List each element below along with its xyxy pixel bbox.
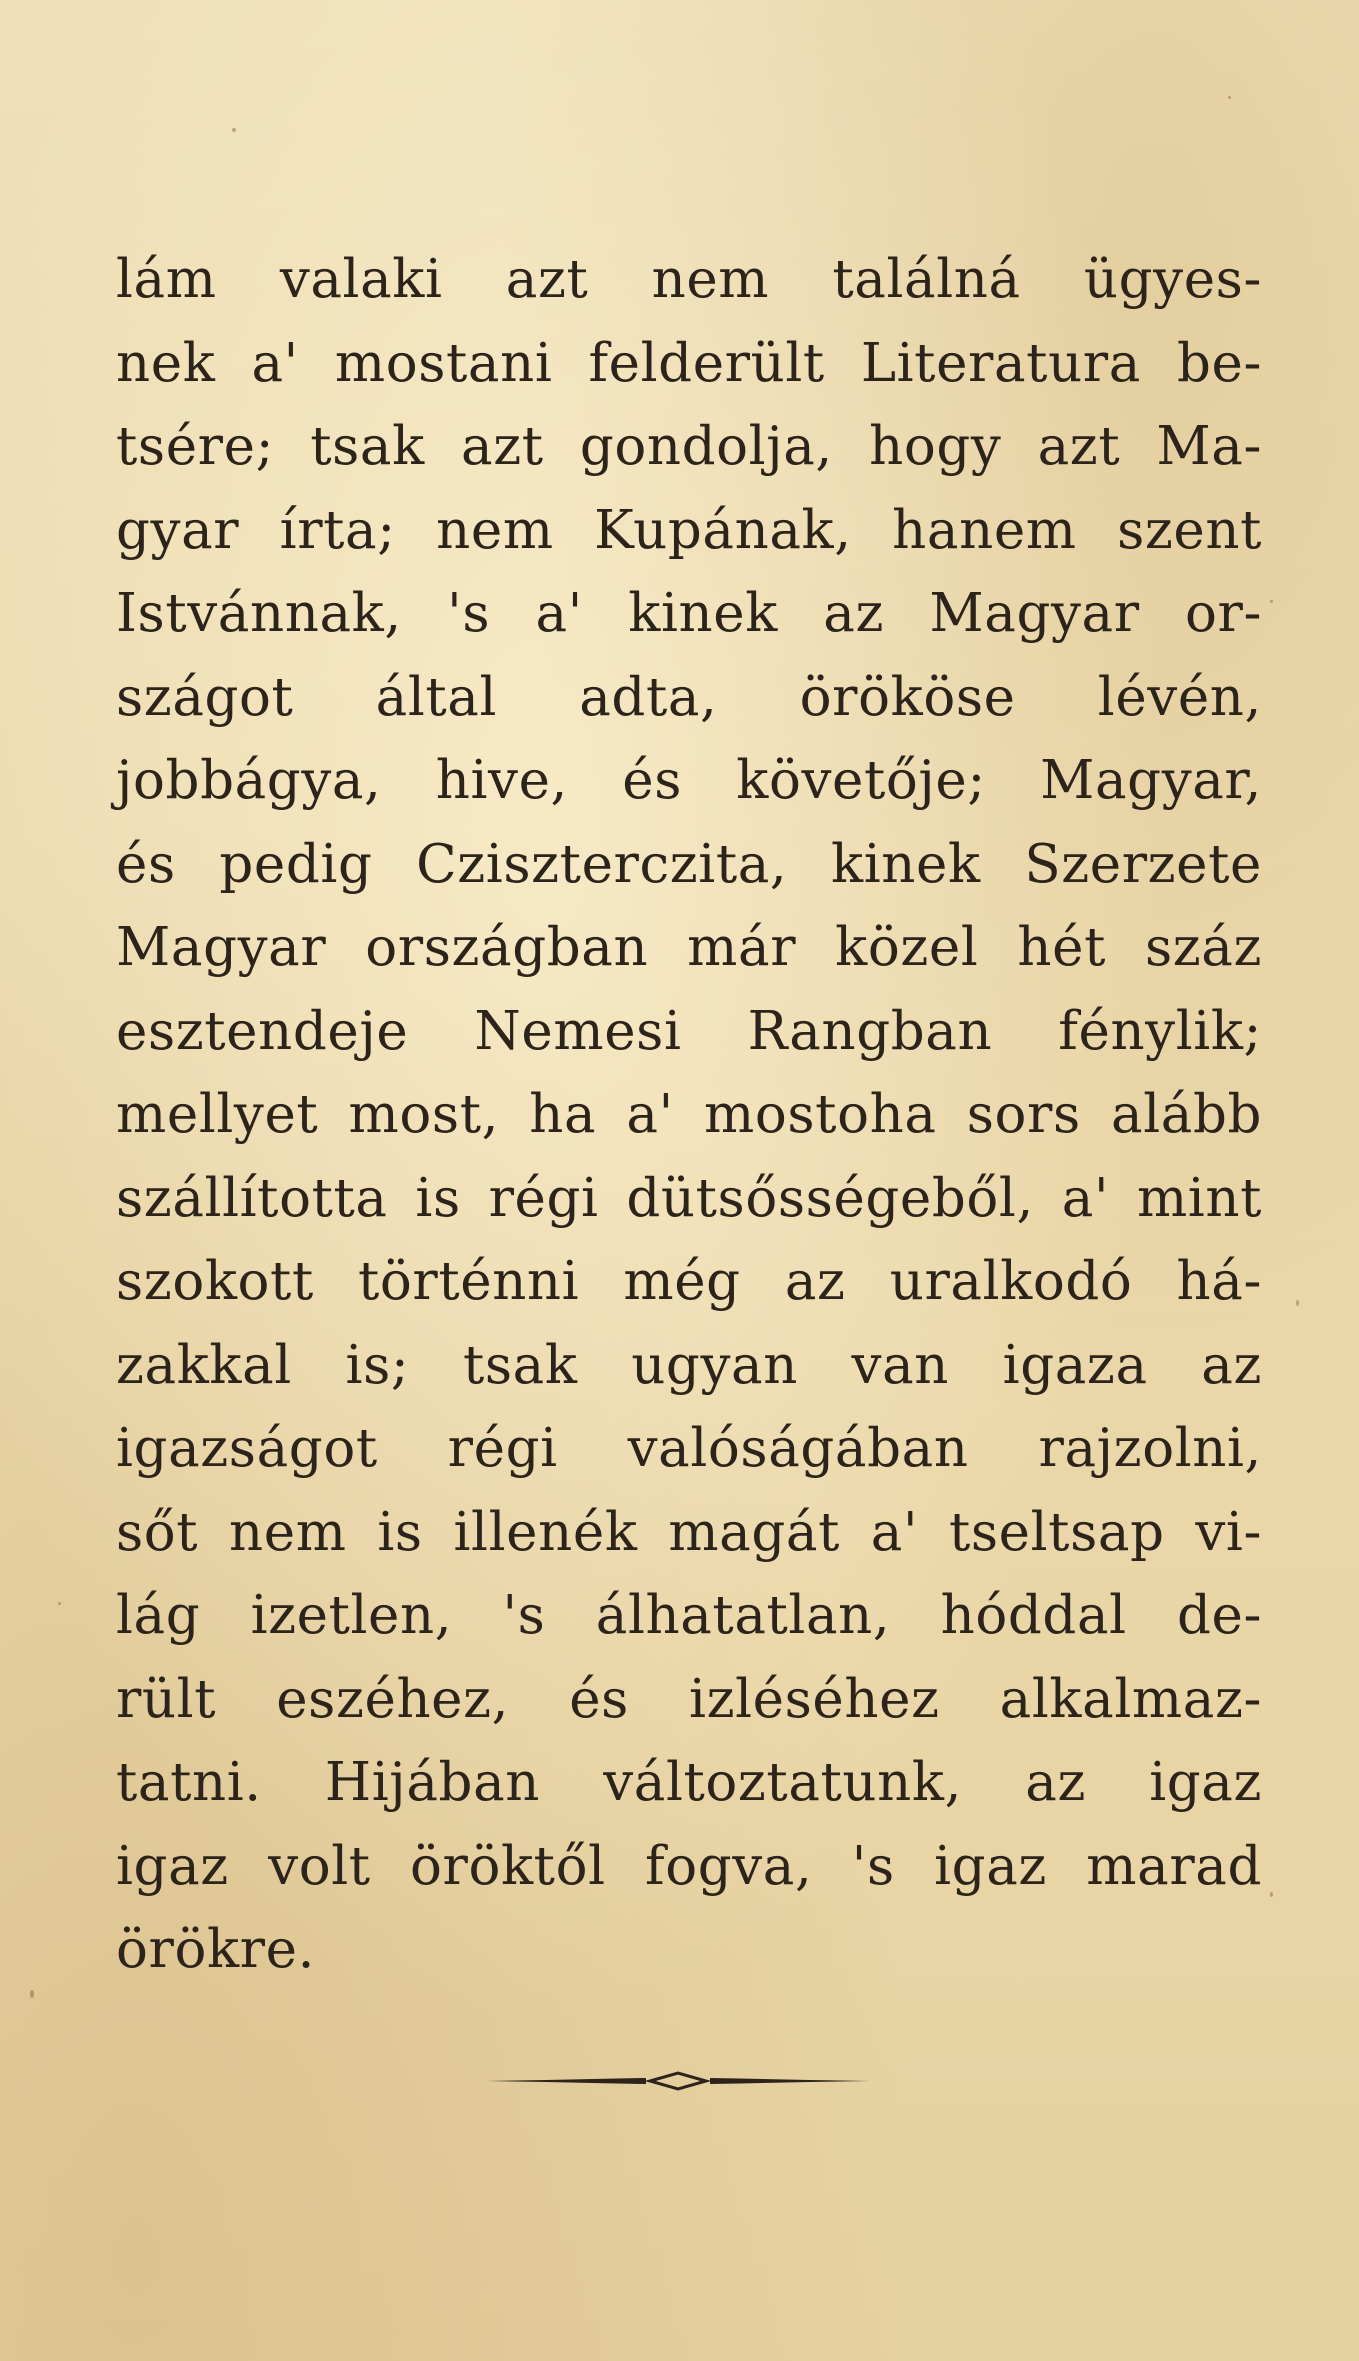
text-line: szokott történni még az uralkodó há- <box>116 1251 1262 1312</box>
paper-speck <box>1270 1892 1273 1897</box>
text-line: tatni. Hijában változtatunk, az igaz <box>116 1752 1262 1813</box>
text-line: Istvánnak, 's a' kinek az Magyar or- <box>116 583 1262 644</box>
text-line: tsére; tsak azt gondolja, hogy azt Ma- <box>116 416 1262 477</box>
paper-speck <box>30 1990 34 1998</box>
text-line: nek a' mostani felderült Literatura be- <box>116 332 1262 394</box>
text-line: lám valaki azt nem találná ügyes- <box>116 249 1262 310</box>
text-line: szágot által adta, örököse lévén, <box>116 666 1262 728</box>
paper-speck <box>58 1602 61 1605</box>
paper-speck <box>1270 600 1273 603</box>
text-line: Magyar országban már közel hét száz <box>116 917 1262 978</box>
text-line: rült eszéhez, és izléséhez alkalmaz- <box>116 1668 1262 1730</box>
paper-speck <box>1228 96 1231 99</box>
text-line: zakkal is; tsak ugyan van igaza az <box>116 1334 1262 1396</box>
text-line: és pedig Cziszterczita, kinek Szerzete <box>116 833 1262 895</box>
text-line: igazságot régi valóságában rajzolni, <box>116 1418 1262 1479</box>
text-line: sőt nem is illenék magát a' tseltsap vi- <box>116 1501 1262 1563</box>
text-line: lág izetlen, 's álhatatlan, hóddal de- <box>116 1585 1262 1646</box>
text-line: szállította is régi dütsősségeből, a' mint <box>116 1167 1262 1229</box>
text-line: mellyet most, ha a' mostoha sors alább <box>116 1084 1262 1145</box>
text-line: jobbágya, hive, és követője; Magyar, <box>116 750 1262 811</box>
text-line: esztendeje Nemesi Rangban fénylik; <box>116 1000 1262 1062</box>
paper-speck <box>232 128 236 132</box>
ornament-rule <box>486 2070 870 2092</box>
paper-speck <box>1296 1300 1299 1306</box>
body-text <box>116 238 1262 1992</box>
text-line: igaz volt öröktől fogva, 's igaz marad <box>116 1835 1262 1897</box>
text-line: gyar írta; nem Kupának, hanem szent <box>116 499 1262 561</box>
text-line: örökre. <box>116 1919 316 1980</box>
